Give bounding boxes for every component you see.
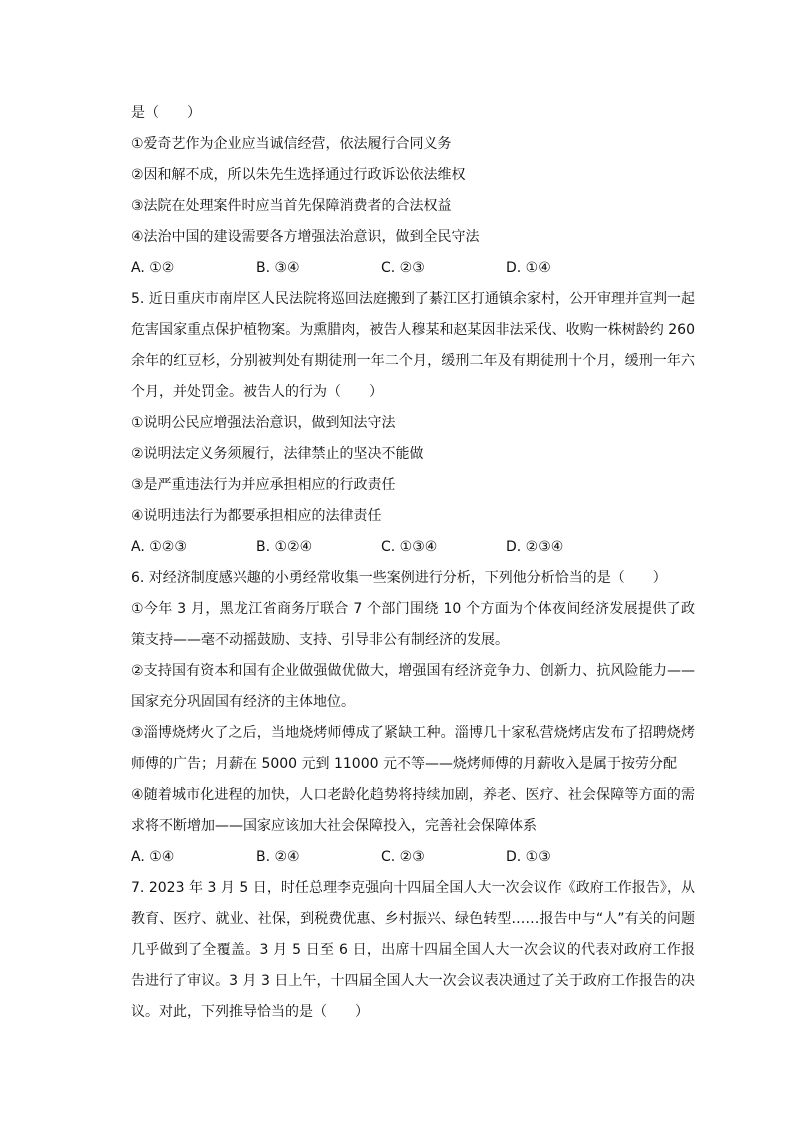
q6-option-a[interactable]: A. ①④: [131, 849, 175, 865]
q6-statement-2: ②支持国有资本和国有企业做强做优做大，增强国有经济竞争力、创新力、抗风险能力——国家充分巩固国有经济的主体地位。: [131, 663, 695, 710]
q7-stem: 7. 2023 年 3 月 5 日，时任总理李克强向十四届全国人大一次会议作《政府工作报告》，从教育、医疗、就业、社保，到税费优惠、乡村振兴、绿色转型……报告中与“人”有关的问题几乎做到了全覆盖。3 月 5 日至 6 日，出席十四届全国人大一次会议的代表对政府工作报告进行了审议。3 月 3 日上午，十四届全国人大一次会议表决通过了关于政府工作报告的决议。对此，下列推导恰当的是（ ）: [131, 880, 695, 1020]
q5-option-b[interactable]: B. ①②④: [256, 539, 313, 555]
q5-statement-2: ②说明法定义务须履行，法律禁止的坚决不能做: [131, 446, 424, 462]
q5-statement-3: ③是严重违法行为并应承担相应的行政责任: [131, 477, 396, 493]
q4-option-d[interactable]: D. ①④: [506, 260, 551, 276]
q5-option-d[interactable]: D. ②③④: [506, 539, 564, 555]
q6-option-b[interactable]: B. ②④: [256, 849, 300, 865]
q4-statement-2: ②因和解不成，所以朱先生选择通过行政诉讼依法维权: [131, 167, 466, 183]
q6-statement-3: ③淄博烧烤火了之后，当地烧烤师傅成了紧缺工种。淄博几十家私营烧烤店发布了招聘烧烤师傅的广告；月薪在 5000 元到 11000 元不等——烧烤师傅的月薪收入是属于按劳分配: [131, 725, 695, 772]
q6-statement-1: ①今年 3 月，黑龙江省商务厅联合 7 个部门围绕 10 个方面为个体夜间经济发展提供了政策支持——毫不动摇鼓励、支持、引导非公有制经济的发展。: [131, 601, 695, 648]
q4-option-a[interactable]: A. ①②: [131, 260, 175, 276]
q4-statement-4: ④法治中国的建设需要各方增强法治意识，做到全民守法: [131, 229, 480, 245]
q5-stem: 5. 近日重庆市南岸区人民法院将巡回法庭搬到了綦江区打通镇余家村，公开审理并宣判一起危害国家重点保护植物案。为熏腊肉，被告人穆某和赵某因非法采伐、收购一株树龄约 260 余年的红豆杉，分别被判处有期徒刑一年二个月，缓刑二年及有期徒刑十个月，缓刑一年六个月，并处罚金。被告人的行为（ ）: [131, 291, 695, 400]
q5-statement-1: ①说明公民应增强法治意识，做到知法守法: [131, 415, 396, 431]
q5-option-a[interactable]: A. ①②③: [131, 539, 187, 555]
q4-stem-tail: 是（ ）: [131, 105, 201, 121]
q6-statement-4: ④随着城市化进程的加快，人口老龄化趋势将持续加剧，养老、医疗、社会保障等方面的需求将不断增加——国家应该加大社会保障投入，完善社会保障体系: [131, 787, 695, 834]
q6-option-d[interactable]: D. ①③: [506, 849, 551, 865]
q5-option-c[interactable]: C. ①③④: [381, 539, 438, 555]
q5-options: [131, 532, 695, 563]
q6-option-c[interactable]: C. ②③: [381, 849, 425, 865]
q6-stem: 6. 对经济制度感兴趣的小勇经常收集一些案例进行分析，下列他分析恰当的是（ ）: [131, 570, 667, 586]
q4-option-b[interactable]: B. ③④: [256, 260, 300, 276]
q4-options: [131, 253, 695, 284]
q5-statement-4: ④说明违法行为都要承担相应的法律责任: [131, 508, 382, 524]
q4-statement-1: ①爱奇艺作为企业应当诚信经营，依法履行合同义务: [131, 136, 452, 152]
q4-option-c[interactable]: C. ②③: [381, 260, 425, 276]
q4-statement-3: ③法院在处理案件时应当首先保障消费者的合法权益: [131, 198, 452, 214]
q6-options: [131, 842, 695, 873]
page-content: [131, 98, 695, 1028]
